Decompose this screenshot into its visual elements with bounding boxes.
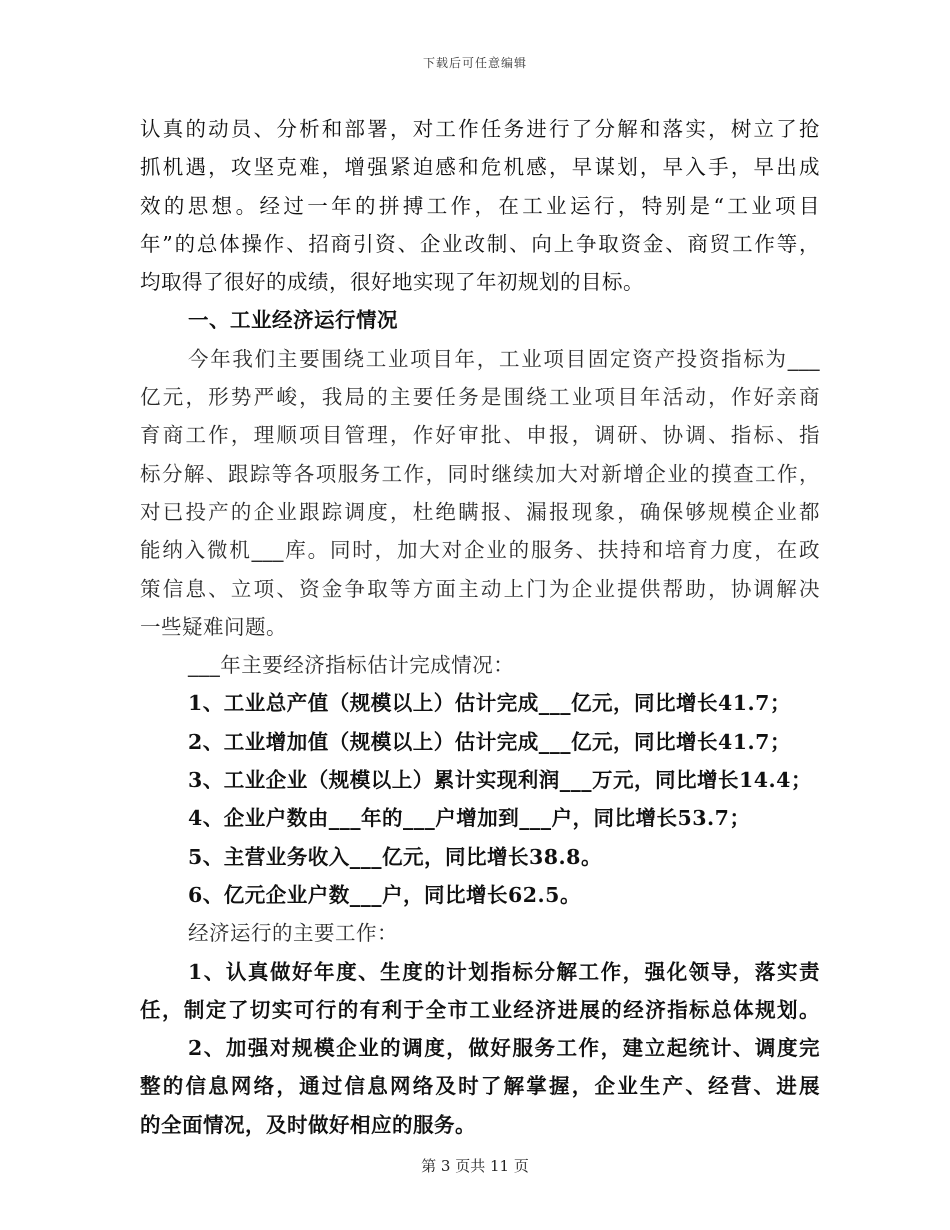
text-line: 年”的总体操作、招商引资、企业改制、向上争取资金、商贸工作等， xyxy=(140,231,820,256)
text-line: 今年我们主要围绕工业项目年，工业项目固定资产投资指标为___ xyxy=(188,346,820,371)
work-item-line: 的全面情况，及时做好相应的服务。 xyxy=(140,1112,476,1137)
indicator-item: 2、工业增加值（规模以上）估计完成___亿元，同比增长41.7； xyxy=(188,729,791,754)
text-line: 抓机遇，攻坚克难，增强紧迫感和危机感，早谋划，早入手，早出成 xyxy=(140,155,820,180)
work-item-line: 整的信息网络，通过信息网络及时了解掌握，企业生产、经营、进展 xyxy=(140,1074,820,1099)
text-line: 对已投产的企业跟踪调度，杜绝瞒报、漏报现象，确保够规模企业都 xyxy=(140,499,820,524)
text-line: 育商工作，理顺项目管理，作好审批、申报，调研、协调、指标、指 xyxy=(140,423,820,448)
page-footer: 第 3 页共 11 页 xyxy=(421,1157,529,1175)
document-body xyxy=(140,110,820,1144)
indicator-item: 1、工业总产值（规模以上）估计完成___亿元，同比增长41.7； xyxy=(188,691,791,716)
section-heading: 一、工业经济运行情况 xyxy=(188,308,398,333)
text-line: 能纳入微机___库。同时，加大对企业的服务、扶持和培育力度，在政 xyxy=(140,538,820,563)
text-line: 亿元，形势严峻，我局的主要任务是围绕工业项目年活动，作好亲商 xyxy=(140,385,820,410)
indicator-item: 5、主营业务收入___亿元，同比增长38.8。 xyxy=(188,844,602,869)
text-line: ___年主要经济指标估计完成情况： xyxy=(188,653,515,678)
page-header: 下载后可任意编辑 xyxy=(422,56,527,70)
indicator-item: 4、企业户数由___年的___户增加到___户，同比增长53.7； xyxy=(188,806,751,831)
work-item-line: 1、认真做好年度、生度的计划指标分解工作，强化领导，落实责 xyxy=(188,959,820,984)
text-line: 认真的动员、分析和部署，对工作任务进行了分解和落实，树立了抢 xyxy=(140,117,820,141)
work-item-line: 任，制定了切实可行的有利于全市工业经济进展的经济指标总体规划。 xyxy=(140,997,820,1022)
work-item-line: 2、加强对规模企业的调度，做好服务工作，建立起统计、调度完 xyxy=(188,1036,820,1061)
text-line: 一些疑难问题。 xyxy=(140,614,287,639)
text-line: 经济运行的主要工作： xyxy=(188,921,398,946)
text-line: 均取得了很好的成绩，很好地实现了年初规划的目标。 xyxy=(140,270,644,295)
indicator-item: 3、工业企业（规模以上）累计实现利润___万元，同比增长14.4； xyxy=(188,768,812,793)
indicator-item: 6、亿元企业户数___户，同比增长62.5。 xyxy=(188,882,581,907)
text-line: 标分解、跟踪等各项服务工作，同时继续加大对新增企业的摸查工作， xyxy=(140,461,820,486)
text-line: 效的思想。经过一年的拼搏工作，在工业运行，特别是“工业项目 xyxy=(140,193,820,218)
text-line: 策信息、立项、资金争取等方面主动上门为企业提供帮助，协调解决 xyxy=(140,576,820,601)
